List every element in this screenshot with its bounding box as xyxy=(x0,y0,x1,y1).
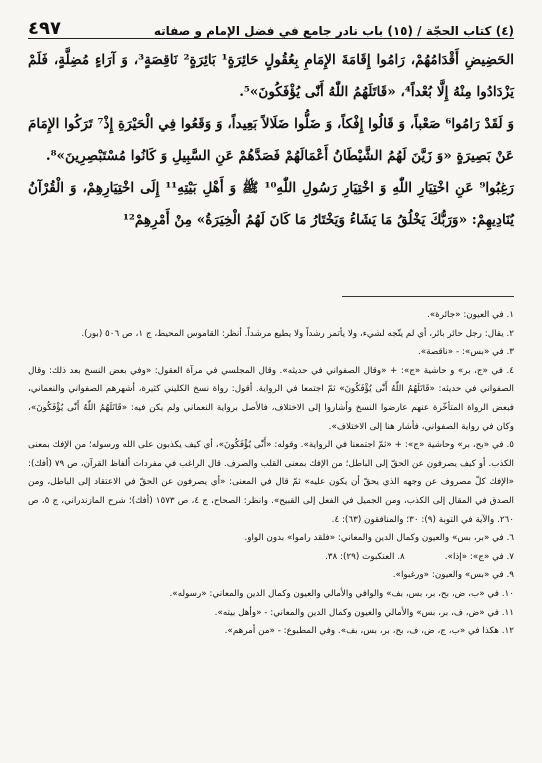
footnotes xyxy=(28,306,514,641)
paragraph: رَغِبُوا⁹ عَنِ اخْتِيَارِ اللّٰهِ وَ اخْتِيَارِ رَسُولِ اللّٰهِ¹⁰ ﷺ وَ أَهْلِ بَيْتِهِ¹¹ إِلَى اخْتِيَارِهِمْ، وَ الْقُرْآنُ يُنَادِيهِمْ: «وَرَبُّكَ يَخْلُقُ مَا يَشَاءُ وَيَخْتَارُ مَا كَانَ لَهُمُ الْخِيَرَةُ» مِنْ أَمْرِهِمْ¹² xyxy=(28,180,514,228)
footnote-3: ٣. في «بس»: - «ناقصة». xyxy=(417,347,514,358)
running-head: (٤) كتاب الحجّة / (١٥) باب نادر جامع في فضل الإمام و صفاته xyxy=(153,24,514,38)
footnote-2: ٢. يقال: رجل حائر بائر، أي لم يتّجه لشيء، ولا يأتمر رشداً ولا يطيع مرشداً. أنظر: القاموس المحيط، ج ١، ص ٥٠٦ (بور). xyxy=(81,328,514,339)
paragraph: الحَضِيضِ أَقْدَامُهُمْ، رَامُوا إِقَامَةَ الإِمَامِ بِعُقُولٍ حَائِرَةٍ¹ بَائِرَةٍ² نَاقِصَةٍ³، وَ آرَاءٍ مُضِلَّةٍ، فَلَمْ يَزْدَادُوا مِنْهُ إِلَّا بُعْداً⁴، «قَاتَلَهُمُ اللّٰهُ أَنّٰى يُؤْفَكُونَ»⁵. xyxy=(28,52,514,100)
footnotes-7-8 xyxy=(28,548,514,567)
footnote-8: ٨. العنكبوت (٢٩): ٣٨. xyxy=(324,551,405,562)
footnote-10: ١٠. في «ب، ض، بح، بر، بس، بف» والوافي والأمالي والعيون وكمال الدين والمعاني: «رسوله». xyxy=(169,588,514,599)
main-text xyxy=(28,44,514,236)
footnote-separator xyxy=(342,296,514,297)
page-number: ٤٩٧ xyxy=(28,18,61,39)
page-header xyxy=(28,14,514,39)
paragraph: وَ لَقَدْ رَامُوا⁶ صَعْباً، وَ قَالُوا إِفْكاً، وَ ضَلُّوا ضَلَالاً بَعِيداً، وَ وَقَعُوا فِي الْحَيْرَةِ إِذْ⁷ تَرَكُوا الإِمَامَ عَنْ بَصِيرَةٍ «وَ زَيَّنَ لَهُمُ الشَّيْطَانُ أَعْمَالَهُمْ فَصَدَّهُمْ عَنِ السَّبِيلِ وَ كَانُوا مُسْتَبْصِرِينَ»⁸. xyxy=(28,116,515,164)
footnote-7: ٧. في «ج»: «إذا». xyxy=(444,551,514,562)
footnote-9: ٩. في «بس» والعيون: «ورغبوا». xyxy=(392,570,514,581)
footnote-12: ١٢. هكذا في «ب، ج، ض، ف، بح، بر، بس، بف». وفي المطبوع: - «من أمرهم». xyxy=(224,626,514,637)
footnote-1: ١. في العيون: «جائرة». xyxy=(426,310,514,320)
footnote-6: ٦. في «بر، بس» والعيون وكمال الدين والمعاني: «فلقد راموا» بدون الواو. xyxy=(244,533,514,544)
footnote-5: ٥. في «بح، بر» وحاشية «ج»: + «ثمّ اجتمعنا في الرواية». وقوله: «أَنّٰى يُؤْفَكُونَ»، أي كيف يكذبون على الله ورسوله؛ من الإفك بمعنى الكذب. أو كيف يصرفون عن الحقّ إلى الباطل؛ من الإفك بمعنى القلب والصرف. قال الراغب في مفردات ألفاظ القرآن، ص ٧٩ (أفك): «الإفك كلّ مصروف عن وجهه الذي يحقّ أن يكون عليه» ثمّ قال في المعنى: «أي يصرفون عن الحقّ في الاعتقاد إلى الباطل، ومن الصدق في المقال إلى الكذب، ومن الجميل في الفعل إلى القبيح». وانظر: الصحاح، ج ٤، ص ١٥٧٣ (أفك)؛ شرح المازندراني، ج ٥، ص ٢٦٠. والآية في التوبة (٩): ٣٠؛ والمنافقون (٦٣): ٤. xyxy=(28,440,514,525)
footnote-4: ٤. في «ج، بر» و حاشية «ج»: + «وقال الصفواني في حديثه». وقال المجلسي في مرآة العقول: «وفي بعض النسخ بعد ذلك: وقال الصفواني في حديثه: «قَاتَلَهُمُ اللّٰهُ أَنّٰى يُؤْفَكُونَ» ثمّ اجتمعا في الرواية. أقول: رواة نسخ الكليني كثيرة، أشهرهم الصفواني والنعماني، فبعض الرواة المتأخّرة عنهم عارضوا النسخ وأشاروا إلى الاختلاف، فالأصل برواية النعماني ولم يكن فيه: «قَاتَلَهُمُ اللّٰهُ أَنّٰى يُؤْفَكُونَ»، وكان في رواية الصفواني، فأشار هنا إلى الاختلاف». xyxy=(28,365,514,432)
footnote-11: ١١. في «ض، ف، بر، بس» والأمالي والعيون وكمال الدين والمعاني: - «وأهل بيته». xyxy=(214,607,514,618)
